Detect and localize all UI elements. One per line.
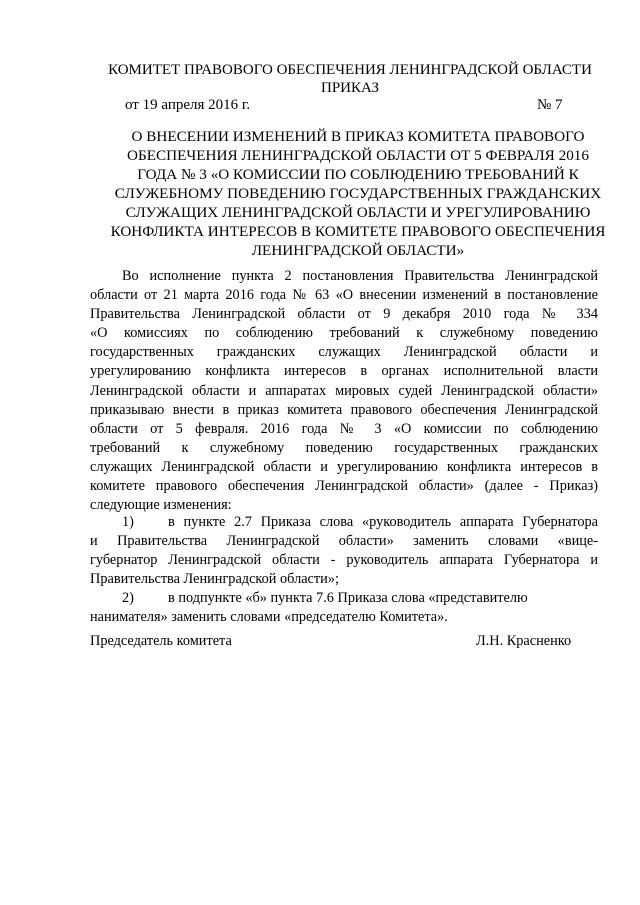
list-item-number: 1) <box>122 514 134 530</box>
preamble-line: области от 5 февраля. 2016 года № 3 «О комиссии по соблюдению <box>90 420 598 437</box>
list-item-text: в пункте 2.7 Приказа слова «руководитель аппарата Губернатора <box>168 514 598 530</box>
preamble-line: «О комиссиях по соблюдению требований к служебному поведению <box>90 325 598 342</box>
list-item-line: нанимателя» заменить словами «председателю Комитета». <box>90 609 448 626</box>
signatory-name: Л.Н. Красненко <box>476 633 572 649</box>
preamble-line: Правительства Ленинградской области от 9 декабря 2010 года № 334 <box>90 306 598 323</box>
preamble-line: Ленинградской области и аппаратах мировых судей Ленинградской области» <box>90 382 598 399</box>
preamble-line: области от 21 марта 2016 года № 63 «О внесении изменений в постановление <box>90 287 598 304</box>
heading-line: О ВНЕСЕНИИ ИЗМЕНЕНИЙ В ПРИКАЗ КОМИТЕТА ПРАВОВОГО <box>131 128 585 145</box>
signatory-position: Председатель комитета <box>90 633 232 649</box>
list-item-text: в подпункте «б» пункта 7.6 Приказа слова «представителю <box>168 590 528 607</box>
list-item-first-line <box>90 513 598 532</box>
committee-name: КОМИТЕТ ПРАВОВОГО ОБЕСПЕЧЕНИЯ ЛЕНИНГРАДСКОЙ ОБЛАСТИ <box>108 62 592 78</box>
heading-line: ГОДА № 3 «О КОМИССИИ ПО СОБЛЮДЕНИЮ ТРЕБОВАНИЙ К <box>137 166 579 183</box>
list-item-line: Правительства Ленинградской области»; <box>90 571 339 588</box>
list-item <box>90 513 598 589</box>
preamble-line: требований к служебному поведению государственных гражданских <box>90 439 598 456</box>
heading-line: ЛЕНИНГРАДСКОЙ ОБЛАСТИ» <box>251 242 465 259</box>
heading-line: ОБЕСПЕЧЕНИЯ ЛЕНИНГРАДСКОЙ ОБЛАСТИ ОТ 5 ФЕВРАЛЯ 2016 <box>127 147 589 164</box>
order-number: № 7 <box>537 97 563 113</box>
list-item-line: губернатор Ленинградской области - руководитель аппарата Губернатора и <box>90 552 598 569</box>
list-item-first-line <box>90 589 598 608</box>
list-item-number: 2) <box>122 590 134 607</box>
list-item <box>90 589 598 627</box>
document-type: ПРИКАЗ <box>321 80 379 96</box>
preamble-paragraph <box>90 267 598 515</box>
preamble-line: следующие изменения: <box>90 497 232 514</box>
order-date: от 19 апреля 2016 г. <box>125 97 251 113</box>
heading-line: СЛУЖЕБНОМУ ПОВЕДЕНИЮ ГОСУДАРСТВЕННЫХ ГРАЖДАНСКИХ <box>114 185 602 202</box>
preamble-line: приказываю внести в приказ комитета правового обеспечения Ленинградской <box>90 401 598 418</box>
preamble-line: комитете правового обеспечения Ленинградской области» (далее - Приказ) <box>90 478 598 495</box>
heading-line: СЛУЖАЩИХ ЛЕНИНГРАДСКОЙ ОБЛАСТИ И УРЕГУЛИРОВАНИЮ <box>125 204 591 221</box>
preamble-line: государственных гражданских служащих Ленинградской области и <box>90 344 598 361</box>
order-heading <box>68 127 640 260</box>
list-item-line: и Правительства Ленинградской области» заменить словами «вице- <box>90 533 598 550</box>
preamble-line: Во исполнение пункта 2 постановления Правительства Ленинградской <box>122 268 598 284</box>
preamble-line: служащих Ленинградской области и урегулированию конфликта интересов в <box>90 458 598 475</box>
preamble-line: урегулированию конфликта интересов в органах исполнительной власти <box>90 363 598 380</box>
changes-list <box>90 513 598 628</box>
heading-line: КОНФЛИКТА ИНТЕРЕСОВ В КОМИТЕТЕ ПРАВОВОГО ОБЕСПЕЧЕНИЯ <box>110 223 606 240</box>
